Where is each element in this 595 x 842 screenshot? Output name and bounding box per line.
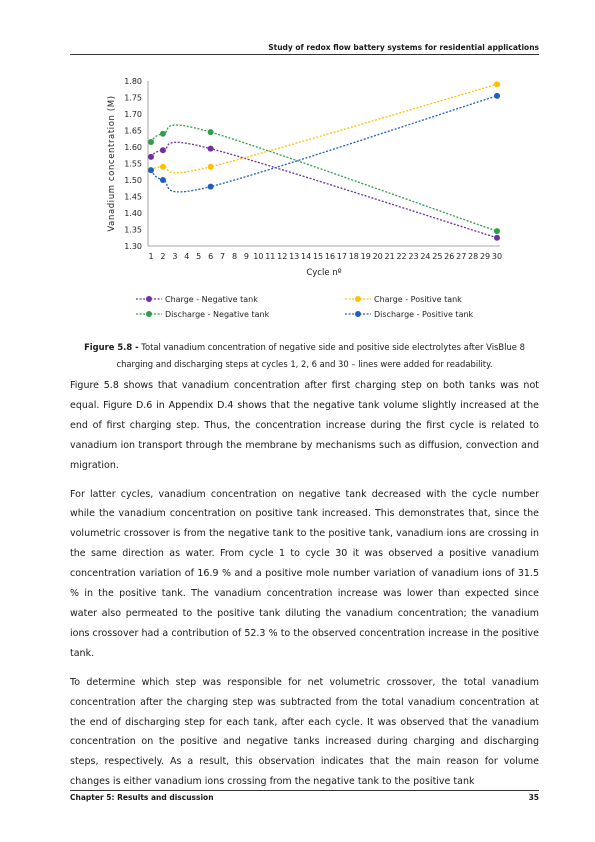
x-tick-label: 26 [444,252,455,261]
vanadium-concentration-chart [98,68,528,323]
x-tick-label: 9 [243,252,249,261]
x-tick-label: 21 [384,252,395,261]
legend-swatch-marker [146,311,152,317]
x-tick-label: 18 [348,252,359,261]
y-tick-label: 1.40 [124,209,142,218]
x-tick-label: 25 [432,252,443,261]
x-tick-label: 17 [336,252,347,261]
series-line-charge-positive-tank [151,84,497,172]
y-tick-label: 1.45 [124,192,142,202]
paragraph-2: For latter cycles, vanadium concentration on negative tank decreased with the cycle number while the vanadium concentration on positive tank increased. This demonstrates that, since the volumetric crossover is from the negative tank to the positive tank, vanadium ions are crossing in the same direction as water. From cycle 1 to cycle 30 it was observed a positive vanadium concentration variation of 16.9 % and a positive mole number variation of vanadium ions of 31.5 % in the positive tank. The vanadium concentration increase was lower than expected since water also permeated to the positive tank diluting the vanadium concentration; the vanadium ions crossover had a contribution of 52.3 % to the observed concentration increase in the positive tank. [70,488,539,659]
data-point-discharge-positive-tank [494,93,500,99]
data-point-charge-negative-tank [160,147,166,153]
series-line-charge-negative-tank [151,142,497,237]
y-tick-label: 1.70 [124,110,142,119]
x-tick-label: 30 [491,252,503,261]
legend-swatch-marker [355,311,361,317]
x-tick-label: 7 [220,252,226,261]
body-text [70,376,539,801]
data-point-discharge-positive-tank [148,167,154,173]
data-point-discharge-positive-tank [160,177,166,183]
x-tick-label: 20 [372,252,383,261]
data-point-discharge-negative-tank [494,228,500,234]
x-tick-label: 4 [184,252,190,261]
y-tick-label: 1.60 [124,143,142,152]
data-point-charge-negative-tank [148,154,154,160]
data-point-charge-negative-tank [494,235,500,241]
y-tick-label: 1.75 [124,93,142,103]
x-tick-label: 11 [265,252,276,261]
x-tick-label: 28 [468,252,479,261]
data-point-discharge-negative-tank [208,129,214,135]
x-tick-label: 19 [360,252,371,261]
legend-label: Charge - Positive tank [374,295,462,304]
x-tick-label: 22 [396,252,407,261]
y-tick-label: 1.65 [124,126,142,136]
legend-swatch-marker [146,296,152,302]
y-tick-label: 1.50 [124,176,142,185]
legend-label: Charge - Negative tank [165,295,258,304]
y-tick-label: 1.35 [124,225,142,235]
data-point-discharge-negative-tank [160,131,166,137]
y-tick-label: 1.80 [124,77,142,86]
page-number: 35 [528,793,539,802]
data-point-charge-negative-tank [208,146,214,152]
x-tick-label: 29 [479,252,491,261]
caption-label: Figure 5.8 - [84,342,139,352]
data-point-discharge-positive-tank [208,184,214,190]
y-axis-title: Vanadium concentration (M) [107,95,117,232]
x-tick-label: 3 [172,252,178,261]
paragraph-1: Figure 5.8 shows that vanadium concentration after first charging step on both tanks was not equal. Figure D.6 in Appendix D.4 shows that the negative tank volume slightly increased at the end of first charging step. Thus, the concentration increase during the first cycle is related to vanadium ion transport through the membrane by mechanisms such as diffusion, convection and migration. [70,380,539,471]
footer-divider [70,790,539,791]
x-tick-label: 23 [408,252,419,261]
x-tick-label: 12 [277,252,288,261]
data-point-discharge-negative-tank [148,139,154,145]
x-tick-label: 1 [148,252,154,261]
series-line-discharge-negative-tank [151,125,497,231]
x-tick-label: 15 [312,252,324,261]
footer-chapter: Chapter 5: Results and discussion [70,793,214,802]
x-tick-label: 8 [231,252,238,261]
paragraph-3: To determine which step was responsible for net volumetric crossover, the total vanadium concentration after the charging step was subtracted from the total vanadium concentration at the end of discharging step for each tank, after each cycle. It was observed that the vanadium concentration on the positive and negative tanks increased during charging and discharging steps, respectively. As a result, this observation indicates that the main reason for volume changes is either vanadium ions crossing from the negative tank to the positive tank [70,676,539,788]
x-tick-label: 13 [289,252,300,261]
x-tick-label: 16 [324,252,336,261]
legend-label: Discharge - Positive tank [374,310,474,319]
legend-label: Discharge - Negative tank [165,310,270,319]
data-point-charge-positive-tank [160,164,166,170]
figure-caption [70,339,539,373]
x-tick-label: 2 [160,252,166,261]
running-header: Study of redox flow battery systems for residential applications [268,43,539,52]
y-tick-label: 1.30 [124,242,142,251]
x-tick-label: 6 [208,252,214,261]
data-point-charge-positive-tank [208,164,214,170]
x-tick-label: 27 [456,252,467,261]
x-tick-label: 5 [196,252,202,261]
x-tick-label: 14 [301,252,312,261]
header-divider [70,54,539,55]
series-line-discharge-positive-tank [151,96,497,192]
data-point-charge-positive-tank [494,81,500,87]
y-tick-label: 1.55 [124,159,142,169]
caption-text: Total vanadium concentration of negative side and positive side electrolytes after VisBlue 8 charging and discharging steps at cycles 1, 2, 6 and 30 – lines were added for readability. [116,342,525,369]
legend-swatch-marker [355,296,361,302]
x-tick-label: 10 [253,252,264,261]
x-axis-title: Cycle nº [306,268,342,278]
x-tick-label: 24 [420,252,431,261]
